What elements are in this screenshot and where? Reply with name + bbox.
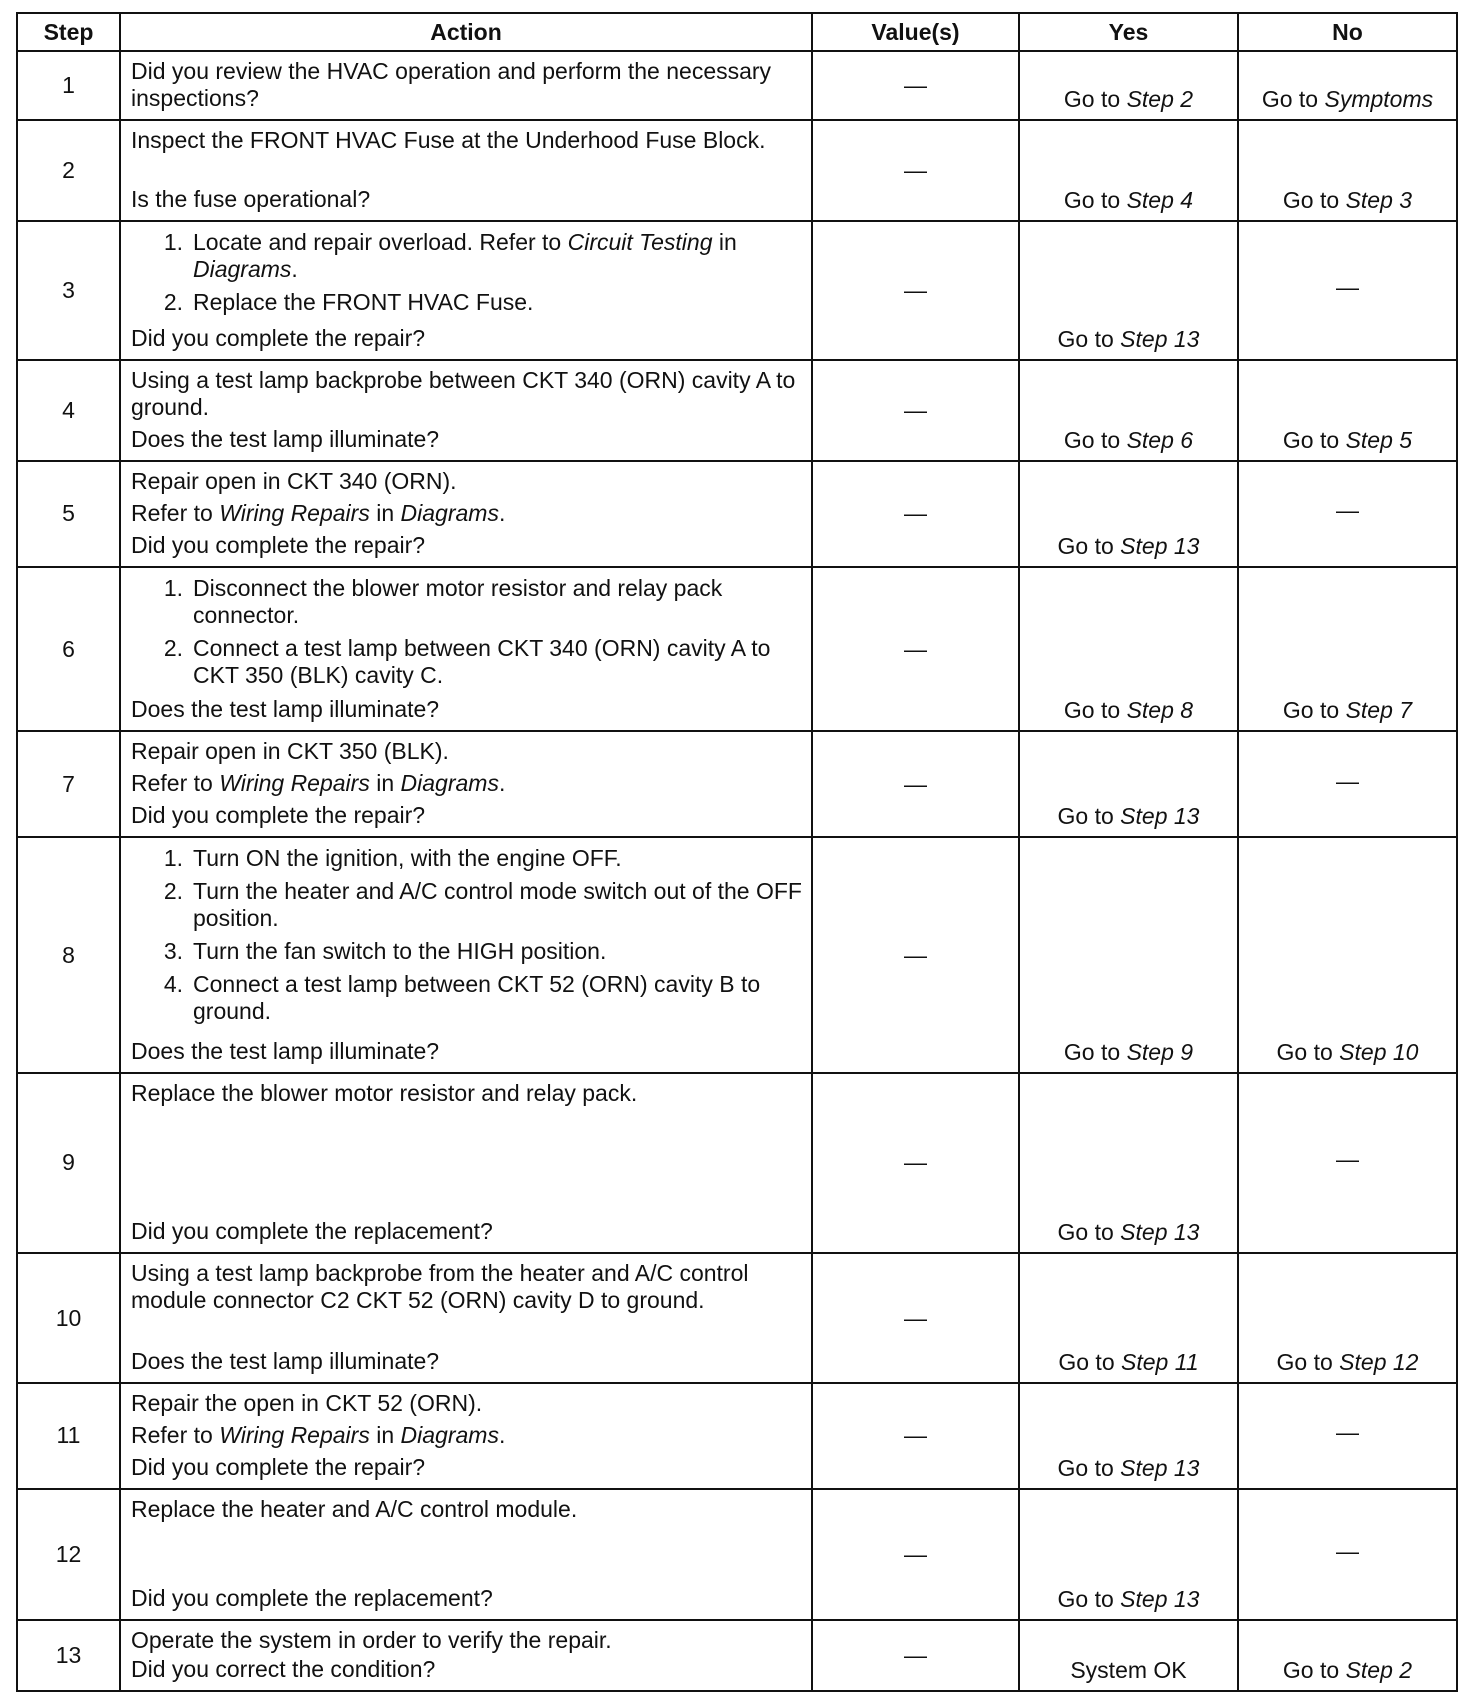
yes-cell: Go to Step 13: [1019, 1073, 1238, 1253]
step-number: 4: [17, 360, 120, 461]
action-question: Did you complete the repair?: [131, 324, 426, 351]
list-item: 2. Connect a test lamp between CKT 340 (ORN) cavity A to CKT 350 (BLK) cavity C.: [163, 634, 771, 688]
step-number: 5: [17, 461, 120, 567]
table-row: [17, 120, 1457, 221]
step-number: 1: [17, 51, 120, 120]
action-question: Does the test lamp illuminate?: [131, 1037, 440, 1064]
step-number: 2: [17, 120, 120, 221]
no-cell: Go to Step 7: [1238, 567, 1457, 731]
diagnostic-table: [16, 12, 1458, 1692]
action-cell: [120, 221, 812, 359]
no-cell: Go to Step 10: [1238, 837, 1457, 1072]
action-reference: Refer to Wiring Repairs in Diagrams.: [131, 499, 506, 526]
list-item: 4. Connect a test lamp between CKT 52 (ORN) cavity B to ground.: [163, 971, 761, 1025]
value-cell: —: [812, 221, 1019, 359]
no-cell: Go to Step 5: [1238, 360, 1457, 461]
value-cell: —: [812, 567, 1019, 731]
action-cell: [120, 837, 812, 1072]
table-row: [17, 221, 1457, 359]
no-cell: —: [1238, 461, 1457, 567]
no-cell: Go to Step 3: [1238, 120, 1457, 221]
action-text: Replace the blower motor resistor and relay pack.: [131, 1079, 638, 1106]
header-step: Step: [17, 13, 120, 51]
action-cell: [120, 1383, 812, 1488]
table-row: [17, 51, 1457, 120]
action-text: Replace the heater and A/C control module.: [131, 1495, 578, 1522]
yes-cell: System OK: [1019, 1620, 1238, 1691]
table-row: [17, 567, 1457, 731]
action-text: Did you review the HVAC operation and perform the necessary inspections?: [131, 58, 772, 111]
no-cell: Go to Symptoms: [1238, 51, 1457, 120]
no-cell: —: [1238, 1073, 1457, 1253]
yes-step-number: 2: [1180, 86, 1194, 113]
yes-cell: Go to Step 13: [1019, 221, 1238, 359]
action-reference: Refer to Wiring Repairs in Diagrams.: [131, 770, 506, 797]
yes-cell: Go to Step 2: [1019, 51, 1238, 120]
action-cell: [120, 567, 812, 731]
action-text: Operate the system in order to verify the repair.: [131, 1626, 612, 1653]
step-number: 12: [17, 1489, 120, 1620]
header-row: [17, 13, 1457, 51]
list-item: 3. Turn the fan switch to the HIGH position.: [163, 938, 607, 965]
list-item: 1. Turn ON the ignition, with the engine OFF.: [163, 845, 622, 872]
table-row: [17, 837, 1457, 1072]
action-cell: [120, 1620, 812, 1691]
step-number: 9: [17, 1073, 120, 1253]
table-row: [17, 360, 1457, 461]
action-reference: Refer to Wiring Repairs in Diagrams.: [131, 1421, 506, 1448]
yes-cell: Go to Step 13: [1019, 731, 1238, 837]
action-question: Did you complete the replacement?: [131, 1218, 493, 1245]
action-question: Did you complete the repair?: [131, 1453, 426, 1480]
action-cell: [120, 1253, 812, 1383]
value-cell: —: [812, 1489, 1019, 1620]
action-question: Did you complete the replacement?: [131, 1584, 493, 1611]
action-question: Did you correct the condition?: [131, 1656, 436, 1682]
action-cell: [120, 1073, 812, 1253]
no-cell: Go to Step 12: [1238, 1253, 1457, 1383]
table-row: [17, 1489, 1457, 1620]
table-row: [17, 1253, 1457, 1383]
list-item: 2. Turn the heater and A/C control mode switch out of the OFF position.: [163, 878, 802, 932]
list-item: 1. Locate and repair overload. Refer to Circuit Testing in Diagrams.: [163, 229, 737, 283]
step-number: 7: [17, 731, 120, 837]
step-number: 3: [17, 221, 120, 359]
symptoms-link: Symptoms: [1324, 86, 1434, 113]
action-cell: [120, 51, 812, 120]
yes-cell: Go to Step 4: [1019, 120, 1238, 221]
header-no: No: [1238, 13, 1457, 51]
action-question: Does the test lamp illuminate?: [131, 1348, 440, 1375]
step-number: 11: [17, 1383, 120, 1488]
no-cell: —: [1238, 1489, 1457, 1620]
no-cell: Go to Step 2: [1238, 1620, 1457, 1691]
value-cell: —: [812, 360, 1019, 461]
action-question: Is the fuse operational?: [131, 186, 371, 213]
action-list: [131, 227, 803, 322]
action-text: Inspect the FRONT HVAC Fuse at the Underhood Fuse Block.: [131, 127, 766, 154]
step-number: 13: [17, 1620, 120, 1691]
action-question: Does the test lamp illuminate?: [131, 696, 440, 723]
table-row: [17, 1620, 1457, 1691]
value-cell: —: [812, 1253, 1019, 1383]
action-cell: [120, 360, 812, 461]
yes-cell: Go to Step 13: [1019, 1383, 1238, 1488]
table-row: [17, 1383, 1457, 1488]
table-row: [17, 461, 1457, 567]
value-cell: —: [812, 837, 1019, 1072]
table-row: [17, 731, 1457, 837]
no-cell: —: [1238, 1383, 1457, 1488]
yes-cell: Go to Step 9: [1019, 837, 1238, 1072]
no-cell: —: [1238, 221, 1457, 359]
yes-cell: Go to Step 6: [1019, 360, 1238, 461]
action-cell: [120, 1489, 812, 1620]
table-row: [17, 1073, 1457, 1253]
header-values: Value(s): [812, 13, 1019, 51]
no-cell: —: [1238, 731, 1457, 837]
value-cell: —: [812, 120, 1019, 221]
value-cell: —: [812, 51, 1019, 120]
yes-cell: Go to Step 8: [1019, 567, 1238, 731]
value-cell: —: [812, 461, 1019, 567]
action-cell: [120, 731, 812, 837]
header-action: Action: [120, 13, 812, 51]
value-cell: —: [812, 1383, 1019, 1488]
value-cell: —: [812, 1073, 1019, 1253]
action-text: Using a test lamp backprobe from the heater and A/C control module connector C2 CKT 52 (ORN) cavity D to ground.: [131, 1260, 749, 1314]
value-cell: —: [812, 731, 1019, 837]
action-text: Repair open in CKT 340 (ORN).: [131, 467, 457, 494]
action-text: Repair the open in CKT 52 (ORN).: [131, 1390, 483, 1417]
action-list: [131, 573, 803, 695]
yes-cell: Go to Step 11: [1019, 1253, 1238, 1383]
action-text: Repair open in CKT 350 (BLK).: [131, 738, 449, 765]
step-number: 8: [17, 837, 120, 1072]
value-cell: —: [812, 1620, 1019, 1691]
list-item: 1. Disconnect the blower motor resistor and relay pack connector.: [163, 574, 723, 628]
yes-cell: Go to Step 13: [1019, 461, 1238, 567]
action-text: Using a test lamp backprobe between CKT 340 (ORN) cavity A to ground.: [131, 366, 796, 420]
action-question: Did you complete the repair?: [131, 802, 426, 829]
action-list: [131, 843, 803, 1031]
list-item: 2. Replace the FRONT HVAC Fuse.: [163, 289, 534, 316]
yes-cell: Go to Step 13: [1019, 1489, 1238, 1620]
action-question: Does the test lamp illuminate?: [131, 425, 440, 452]
step-number: 6: [17, 567, 120, 731]
action-cell: [120, 461, 812, 567]
action-cell: [120, 120, 812, 221]
header-yes: Yes: [1019, 13, 1238, 51]
step-number: 10: [17, 1253, 120, 1383]
action-question: Did you complete the repair?: [131, 531, 426, 558]
